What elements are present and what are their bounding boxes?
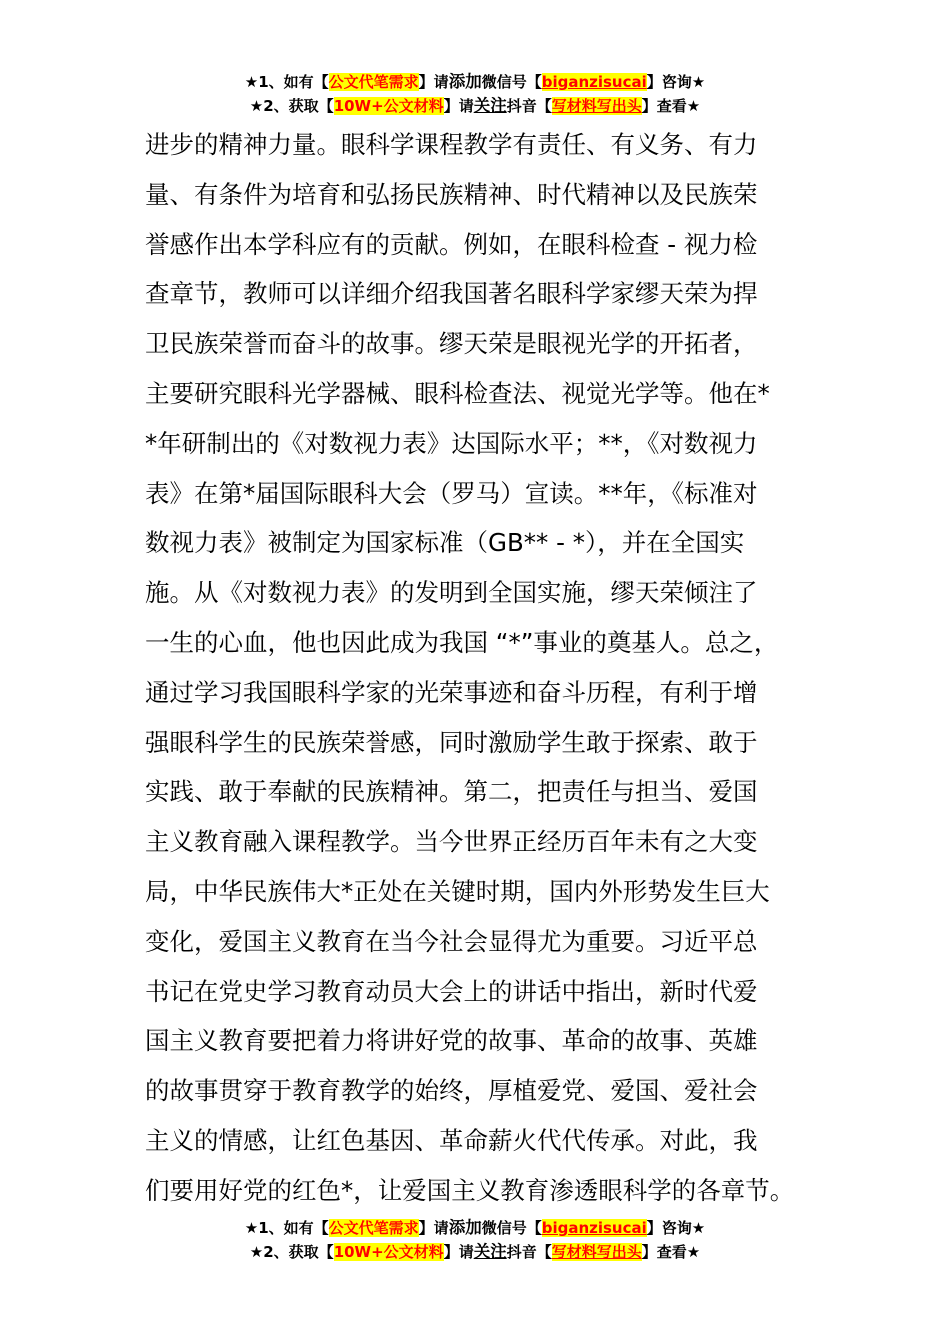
body-line: 量、有条件为培育和弘扬民族精神、时代精神以及民族荣 — [145, 179, 758, 209]
body-line: 表》在第*届国际眼科大会（罗马）宣读。**年，《标准对 — [145, 478, 758, 508]
body-line: 局，中华民族伟大*正处在关键时期，国内外形势发生巨大 — [145, 876, 770, 906]
emphasis-add: 添加 — [448, 1218, 482, 1237]
body-line: 卫民族荣誉而奋斗的故事。缪天荣是眼视光学的开拓者， — [145, 329, 758, 359]
banner-text: 抖音【 — [506, 1243, 552, 1261]
banner-text: 】咨询★ — [646, 73, 706, 91]
banner-text: 微信号【 — [481, 73, 542, 91]
banner-line-service — [0, 1216, 950, 1240]
header-banner — [0, 70, 950, 118]
douyin-account-link[interactable]: 写材料写出头 — [551, 1243, 642, 1261]
banner-text: ★1、如有【 — [244, 1219, 329, 1237]
body-line: 们要用好党的红色*，让爱国主义教育渗透眼科学的各章节。 — [145, 1175, 795, 1205]
body-line: 通过学习我国眼科学家的光荣事迹和奋斗历程，有利于增 — [145, 677, 758, 707]
banner-line-materials — [0, 94, 950, 118]
banner-line-materials — [0, 1240, 950, 1264]
body-line: 书记在党史学习教育动员大会上的讲话中指出，新时代爱 — [145, 976, 758, 1006]
banner-text: 微信号【 — [481, 1219, 542, 1237]
banner-text: ★2、获取【 — [249, 97, 334, 115]
body-line: 主义教育融入课程教学。当今世界正经历百年未有之大变 — [145, 827, 758, 857]
banner-text: 】查看★ — [641, 97, 701, 115]
banner-text: 】咨询★ — [646, 1219, 706, 1237]
banner-text: ★2、获取【 — [249, 1243, 334, 1261]
body-line: 一生的心血，他也因此成为我国 “*”事业的奠基人。总之， — [145, 627, 779, 657]
body-line: 数视力表》被制定为国家标准（GB** - *），并在全国实 — [145, 528, 745, 558]
banner-line-service — [0, 70, 950, 94]
banner-text: 】请 — [418, 1219, 449, 1237]
body-line: 强眼科学生的民族荣誉感，同时激励学生敢于探索、敢于 — [145, 727, 758, 757]
banner-text: ★1、如有【 — [244, 73, 329, 91]
body-line: 施。从《对数视力表》的发明到全国实施，缪天荣倾注了 — [145, 578, 758, 608]
body-line: 主要研究眼科光学器械、眼科检查法、视觉光学等。他在* — [145, 378, 770, 408]
douyin-account-link[interactable]: 写材料写出头 — [551, 97, 642, 115]
body-line: *年研制出的《对数视力表》达国际水平；**，《对数视力 — [145, 428, 758, 458]
highlight-service: 公文代笔需求 — [328, 1219, 419, 1237]
footer-banner — [0, 1216, 950, 1264]
body-line: 誉感作出本学科应有的贡献。例如，在眼科检查 - 视力检 — [145, 229, 758, 259]
emphasis-follow: 关注 — [473, 96, 507, 115]
banner-text: 抖音【 — [506, 97, 552, 115]
emphasis-follow: 关注 — [473, 1242, 507, 1261]
wechat-id-link[interactable]: biganzisucai — [541, 73, 647, 91]
banner-text: 】请 — [443, 1243, 474, 1261]
banner-text: 】请 — [443, 97, 474, 115]
banner-text: 】请 — [418, 73, 449, 91]
highlight-service: 公文代笔需求 — [328, 73, 419, 91]
body-line: 进步的精神力量。眼科学课程教学有责任、有义务、有力 — [145, 130, 758, 159]
body-line: 的故事贯穿于教育教学的始终，厚植爱党、爱国、爱社会 — [145, 1076, 758, 1106]
document-body — [145, 120, 825, 1216]
body-line: 变化，爱国主义教育在当今社会显得尤为重要。习近平总 — [145, 926, 758, 956]
body-line: 查章节，教师可以详细介绍我国著名眼科学家缪天荣为捍 — [145, 279, 758, 309]
highlight-materials: 10W+公文材料 — [333, 97, 444, 115]
body-line: 国主义教育要把着力将讲好党的故事、革命的故事、英雄 — [145, 1026, 758, 1056]
body-line: 实践、敢于奉献的民族精神。第二，把责任与担当、爱国 — [145, 777, 758, 807]
emphasis-add: 添加 — [448, 72, 482, 91]
wechat-id-link[interactable]: biganzisucai — [541, 1219, 647, 1237]
body-line: 主义的情感，让红色基因、革命薪火代代传承。对此，我 — [145, 1125, 758, 1155]
banner-text: 】查看★ — [641, 1243, 701, 1261]
highlight-materials: 10W+公文材料 — [333, 1243, 444, 1261]
